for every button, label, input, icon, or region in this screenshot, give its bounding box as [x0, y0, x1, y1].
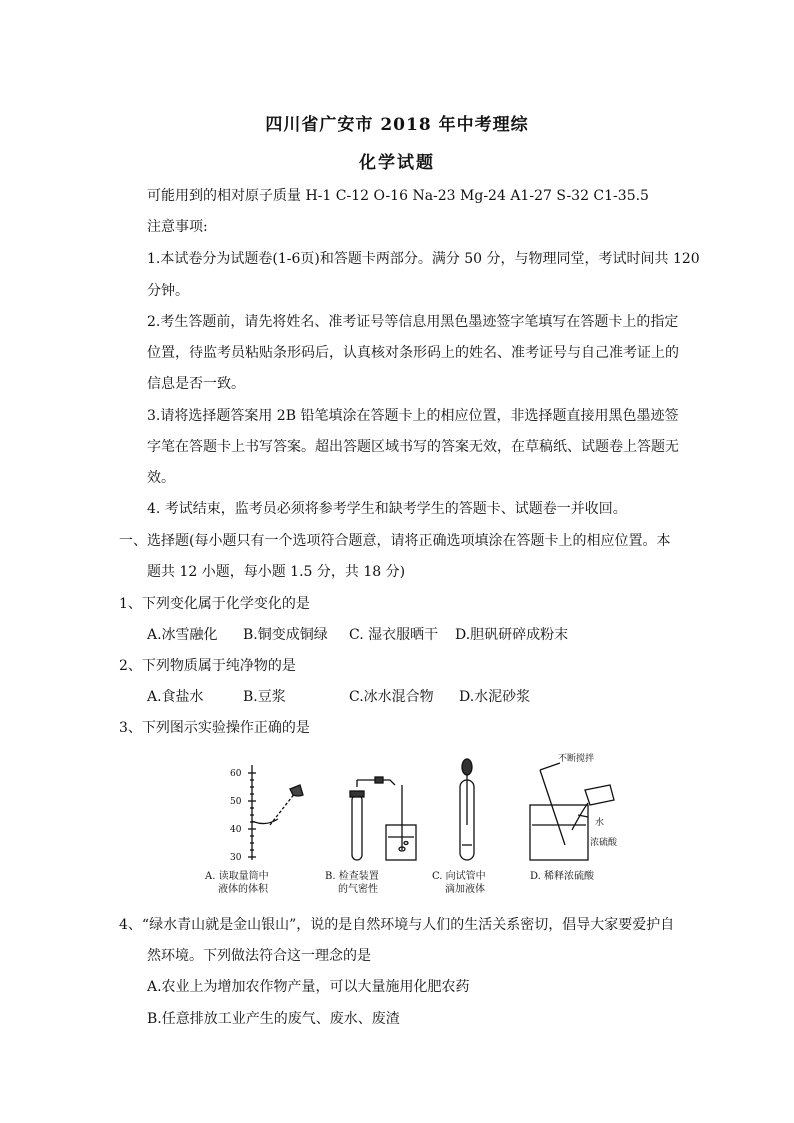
question-2-option-d: D.水泥砂浆	[459, 689, 531, 705]
label-water: 水	[595, 818, 605, 828]
caption-d-line-1: D. 稀释浓硫酸	[530, 871, 595, 882]
atomic-masses-line: 可能用到的相对原子质量 H-1 C-12 O-16 Na-23 Mg-24 A1-27 S-32 C1-35.5	[147, 188, 649, 204]
question-2-option-a: A.食盐水	[147, 689, 204, 705]
question-1-option-b: B.铜变成铜绿	[243, 627, 328, 643]
caption-c-line-2: 滴加液体	[445, 884, 485, 895]
question-4-stem-line-1: 4、“绿水青山就是金山银山”，说的是自然环境与人们的生活关系密切，倡导大家要爱护自	[119, 917, 675, 933]
caption-b-line-2: 的气密性	[338, 884, 378, 895]
page-title: 四川省广安市 2018 年中考理综	[265, 115, 529, 135]
figure-c-dropper-setup	[460, 759, 474, 860]
question-2-stem: 2、下列物质属于纯净物的是	[119, 658, 296, 674]
section-1-heading-line-1: 一、选择题(每小题只有一个选项符合题意，请将正确选项填涂在答题卡上的相应位置。本	[119, 533, 671, 549]
caption-b-line-1: B. 检查装置	[325, 871, 379, 882]
question-2-option-c: C.冰水混合物	[349, 689, 434, 705]
tick-label-60: 60	[230, 769, 242, 779]
tick-label-40: 40	[230, 825, 242, 835]
label-stir: 不断搅拌	[558, 754, 595, 764]
note-3-line-2: 字笔在答题卡上书写答案。超出答题区域书写的答案无效，在草稿纸、试题卷上答题无	[147, 439, 679, 455]
note-2-line-3: 信息是否一致。	[147, 376, 245, 392]
note-1-line-2: 分钟。	[147, 283, 189, 299]
notice-heading: 注意事项:	[147, 219, 208, 235]
figure-a-graduated-cylinder	[248, 765, 303, 860]
figure-b-airtightness-setup	[350, 777, 416, 860]
question-1-option-d: D.胆矾研碎成粉末	[455, 627, 569, 643]
caption-a-line-1: A. 读取量筒中	[205, 871, 269, 882]
caption-c-line-1: C. 向试管中	[432, 871, 486, 882]
question-1-stem: 1、下列变化属于化学变化的是	[119, 596, 310, 612]
caption-a-line-2: 液体的体积	[218, 884, 268, 895]
note-3-line-3: 效。	[147, 470, 175, 486]
note-1-line-1: 1.本试卷分为试题卷(1-6页)和答题卡两部分。满分 50 分，与物理同堂，考试时间共 120	[147, 251, 700, 267]
tick-label-30: 30	[230, 853, 242, 863]
question-2-option-b: B.豆浆	[243, 689, 286, 705]
label-acid: 浓硫酸	[590, 838, 618, 848]
note-2-line-1: 2.考生答题前，请先将姓名、准考证号等信息用黑色墨迹签字笔填写在答题卡上的指定	[147, 314, 679, 330]
question-4-option-a: A.农业上为增加农作物产量，可以大量施用化肥农药	[147, 979, 470, 995]
question-1-option-c: C. 湿衣服晒干	[349, 627, 439, 643]
tick-label-50: 50	[230, 797, 242, 807]
note-2-line-2: 位置，待监考员粘贴条形码后，认真核对条形码上的姓名、准考证号与自己准考证上的	[147, 345, 679, 361]
note-3-line-1: 3.请将选择题答案用 2B 铅笔填涂在答题卡上的相应位置，非选择题直接用黑色墨迹签	[147, 408, 679, 424]
question-4-stem-line-2: 然环境。下列做法符合这一理念的是	[147, 948, 371, 964]
page-subtitle: 化学试题	[359, 153, 435, 173]
section-1-heading-line-2: 题共 12 小题，每小题 1.5 分，共 18 分)	[147, 564, 406, 580]
question-3-stem: 3、下列图示实验操作正确的是	[119, 720, 310, 736]
question-4-option-b: B.任意排放工业产生的废气、废水、废渣	[147, 1011, 400, 1027]
question-3-figure	[190, 745, 630, 895]
note-4-line-1: 4. 考试结束，监考员必须将参考学生和缺考学生的答题卡、试题卷一并收回。	[147, 501, 627, 517]
question-1-option-a: A.冰雪融化	[147, 627, 218, 643]
